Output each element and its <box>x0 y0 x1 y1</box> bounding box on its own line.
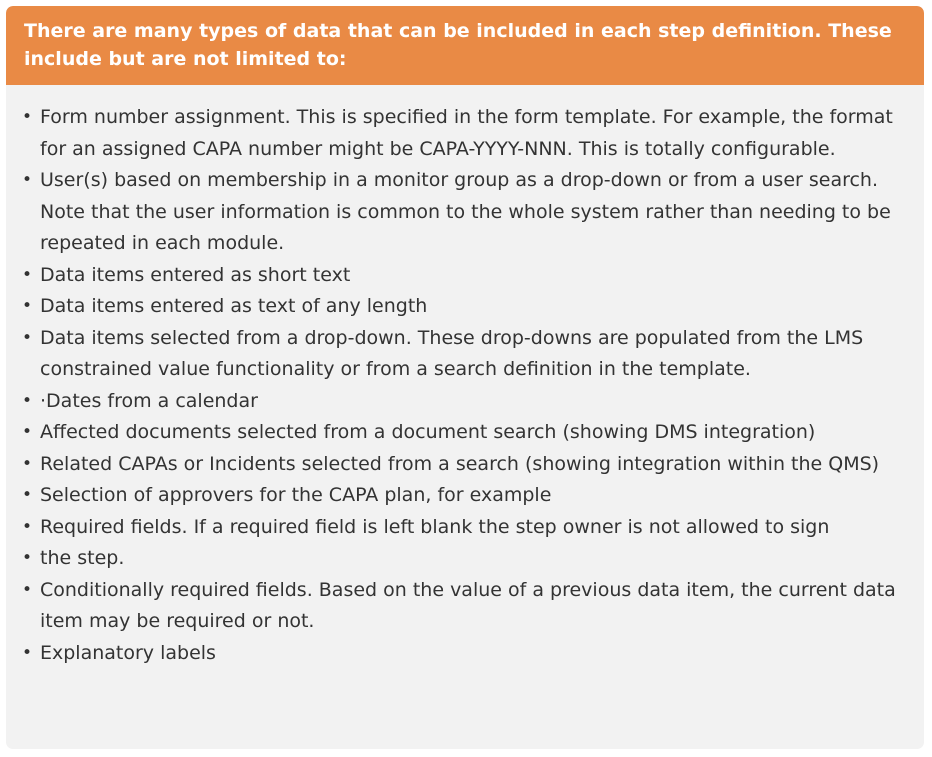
list-item-text: Explanatory labels <box>40 641 216 664</box>
bullet-icon: • <box>21 422 33 442</box>
list-item <box>20 102 906 165</box>
list-item-text: User(s) based on membership in a monitor group as a drop-down or from a user search. Note that the user information is common to the whole system rather than needing to be repeated in each module. <box>40 169 891 254</box>
list-item-text: Selection of approvers for the CAPA plan, for example <box>40 484 552 506</box>
list-item <box>20 480 906 512</box>
list-item-text: Data items entered as short text <box>40 263 351 286</box>
bullet-icon: • <box>21 516 33 537</box>
list-item <box>20 449 906 481</box>
bullet-icon: • <box>21 390 33 411</box>
bullet-icon: • <box>21 579 33 600</box>
list-item <box>20 543 906 575</box>
card-header: There are many types of data that can be included in each step definition. These include but are not limited to: <box>6 6 924 85</box>
list-item-text: Data items selected from a drop-down. These drop-downs are populated from the LMS constrained value functionality or from a search definition in the template. <box>40 326 864 380</box>
list-item-text: Form number assignment. This is specified in the form template. For example, the format for an assigned CAPA number might be CAPA-YYYY-NNN. This is totally configurable. <box>40 106 893 160</box>
bullet-icon: • <box>21 642 33 663</box>
list-item-text: Related CAPAs or Incidents selected from a search (showing integration within the QMS) <box>40 452 880 475</box>
list-item-text: Affected documents selected from a document search (showing DMS integration) <box>40 421 816 443</box>
list-item <box>20 386 906 418</box>
list-item-text: Data items entered as text of any length <box>40 295 428 317</box>
list-item <box>20 512 906 544</box>
bullet-icon: • <box>21 170 33 190</box>
bullet-icon: • <box>21 327 33 348</box>
info-card <box>6 6 924 749</box>
list-item <box>20 260 906 292</box>
list-item <box>20 323 906 386</box>
bullet-list <box>20 102 906 669</box>
card-body <box>6 85 924 669</box>
bullet-icon: • <box>21 296 33 316</box>
bullet-icon: • <box>21 548 33 568</box>
list-item <box>20 291 906 323</box>
bullet-icon: • <box>21 107 33 127</box>
bullet-icon: • <box>21 453 33 474</box>
list-item <box>20 638 906 670</box>
list-item <box>20 165 906 260</box>
list-item <box>20 417 906 449</box>
bullet-icon: • <box>21 485 33 505</box>
list-item-text: Required fields. If a required field is left blank the step owner is not allowed to sign <box>40 515 830 538</box>
list-item-text: Conditionally required fields. Based on the value of a previous data item, the current data item may be required or not. <box>40 578 896 632</box>
list-item-text: the step. <box>40 547 125 569</box>
list-item <box>20 575 906 638</box>
bullet-icon: • <box>21 264 33 285</box>
list-item-text: ·Dates from a calendar <box>40 389 258 412</box>
